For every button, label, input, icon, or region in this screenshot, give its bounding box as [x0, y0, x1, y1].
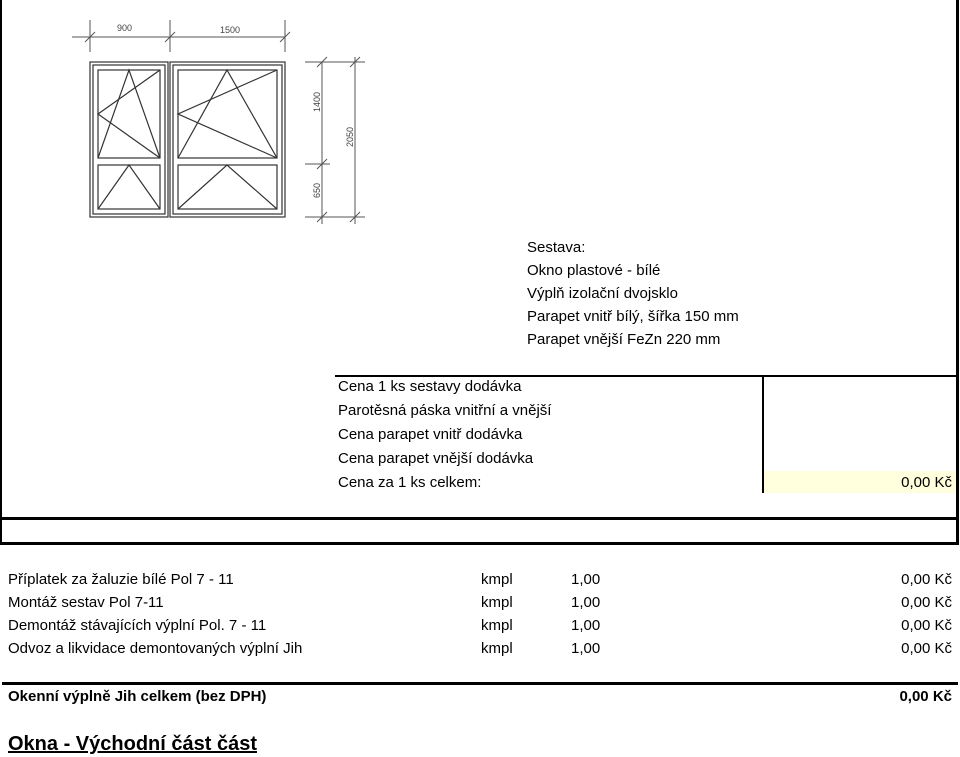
price-line: Cena 1 ks sestavy dodávka [338, 378, 522, 395]
item-description: Demontáž stávajících výplní Pol. 7 - 11 [8, 617, 267, 634]
item-price: 0,00 Kč [901, 640, 952, 657]
spec-title: Sestava: [527, 239, 586, 256]
summary-value: 0,00 Kč [899, 688, 952, 705]
dim-height-upper: 1400 [312, 91, 322, 112]
section-divider-top [2, 517, 958, 520]
spec-line: Okno plastové - bílé [527, 262, 661, 279]
dim-width-left: 900 [117, 23, 133, 33]
frame-right-border [956, 0, 959, 545]
spec-line: Parapet vnitř bílý, šířka 150 mm [527, 308, 739, 325]
item-description: Příplatek za žaluzie bílé Pol 7 - 11 [8, 571, 234, 588]
next-section-heading: Okna - Východní část část [8, 733, 257, 755]
dim-width-right: 1500 [220, 25, 241, 35]
section-divider-bottom [2, 542, 958, 545]
spec-line: Výplň izolační dvojsklo [527, 285, 678, 302]
item-price: 0,00 Kč [901, 571, 952, 588]
price-line: Parotěsná páska vnitřní a vnější [338, 402, 552, 419]
item-unit: kmpl [481, 640, 513, 657]
dim-height-lower: 650 [312, 182, 322, 198]
price-line: Cena parapet vnitř dodávka [338, 426, 523, 443]
item-description: Montáž sestav Pol 7-11 [8, 594, 164, 611]
spec-line: Parapet vnější FeZn 220 mm [527, 331, 721, 348]
item-quantity: 1,00 [571, 617, 601, 634]
item-quantity: 1,00 [571, 640, 601, 657]
window-drawing [60, 12, 370, 227]
item-unit: kmpl [481, 571, 513, 588]
summary-divider [2, 682, 958, 685]
item-unit: kmpl [481, 617, 513, 634]
item-price: 0,00 Kč [901, 594, 952, 611]
price-line: Cena parapet vnější dodávka [338, 450, 534, 467]
dim-height-total: 2050 [345, 126, 355, 147]
frame-left-border [0, 0, 2, 545]
item-unit: kmpl [481, 594, 513, 611]
item-quantity: 1,00 [571, 594, 601, 611]
item-description: Odvoz a likvidace demontovaných výplní Jih [8, 640, 303, 657]
item-price: 0,00 Kč [901, 617, 952, 634]
unit-total-value: 0,00 Kč [901, 474, 952, 491]
item-quantity: 1,00 [571, 571, 601, 588]
unit-total-label: Cena za 1 ks celkem: [338, 474, 482, 491]
summary-label: Okenní výplně Jih celkem (bez DPH) [8, 688, 267, 705]
